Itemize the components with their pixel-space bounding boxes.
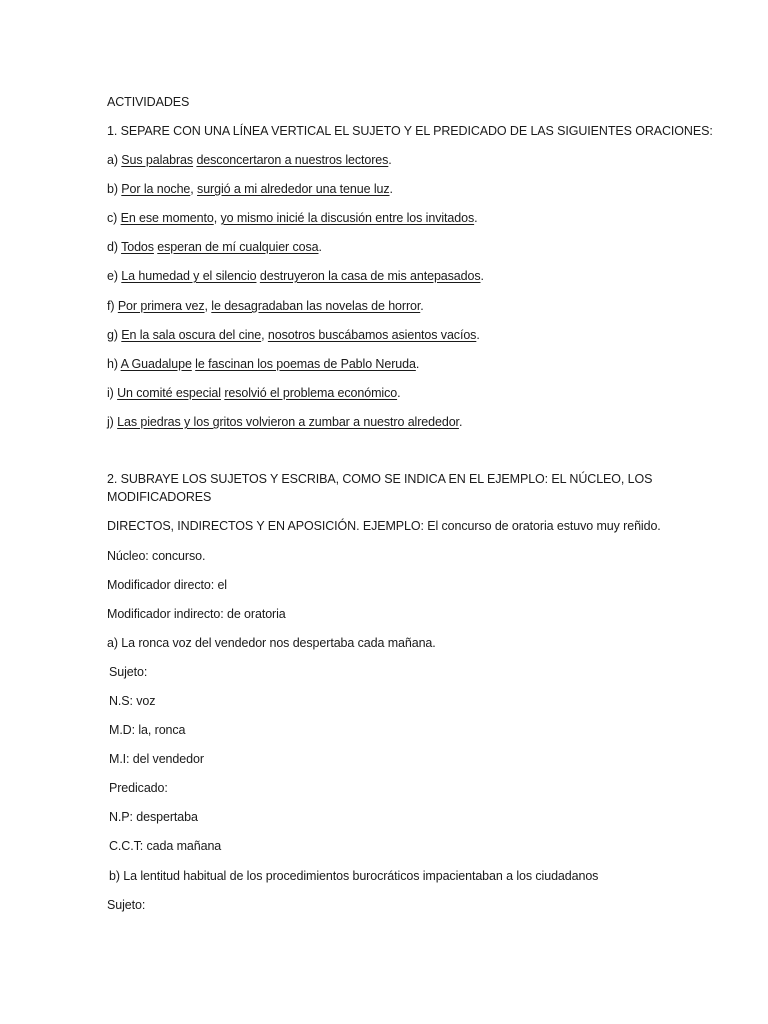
item-predicate: resolvió el problema económico — [224, 386, 398, 400]
item-a-sentence: a) La ronca voz del vendedor nos despertaba cada mañana. — [107, 636, 436, 650]
section2-title-line2: MODIFICADORES — [107, 490, 212, 504]
item-subject: Las piedras y los gritos volvieron a zumbar a nuestro alrededor — [117, 415, 459, 429]
item-predicate: nosotros buscábamos asientos vacíos — [267, 328, 477, 342]
section2-title-line3: DIRECTOS, INDIRECTOS Y EN APOSICIÓN. EJEMPLO: El concurso de oratoria estuvo muy reñido. — [107, 519, 661, 533]
item-period: . — [420, 299, 424, 313]
item-predicate: destruyeron la casa de mis antepasados — [259, 269, 481, 283]
exercise-item — [107, 239, 322, 255]
item-subject: En ese momento — [120, 211, 214, 225]
item-period: . — [397, 386, 401, 400]
item-period: . — [415, 357, 420, 371]
item-separator: , — [213, 211, 221, 225]
item-period: . — [318, 240, 322, 254]
item-a-ns: N.S: voz — [109, 694, 156, 708]
item-subject: Todos — [121, 240, 154, 254]
exercise-item — [107, 181, 393, 197]
item-subject: Por primera vez — [117, 299, 205, 313]
item-predicate: le desagradaban las novelas de horror — [211, 299, 421, 313]
item-subject: La humedad y el silencio — [121, 269, 257, 283]
item-letter: h) — [107, 357, 121, 371]
item-period: . — [474, 211, 478, 225]
section2-title-line1: 2. SUBRAYE LOS SUJETOS Y ESCRIBA, COMO SE INDICA EN EL EJEMPLO: EL NÚCLEO, LOS — [107, 472, 653, 486]
item-letter: d) — [107, 240, 122, 254]
example-mod-indirecto: Modificador indirecto: de oratoria — [107, 607, 286, 621]
item-b-sujeto: Sujeto: — [107, 898, 146, 912]
item-predicate: le fascinan los poemas de Pablo Neruda — [195, 357, 416, 371]
exercise-item — [107, 414, 462, 430]
item-letter: e) — [107, 269, 122, 283]
exercise-item — [107, 327, 480, 343]
item-predicate: surgió a mi alrededor una tenue luz — [197, 182, 390, 196]
item-period: . — [458, 415, 463, 429]
item-predicate: esperan de mí cualquier cosa — [157, 240, 319, 254]
item-letter: g) — [107, 328, 122, 342]
item-a-np: N.P: despertaba — [109, 810, 198, 824]
item-separator: , — [261, 328, 268, 342]
item-subject: Un comité especial — [117, 386, 221, 400]
item-letter: c) — [107, 211, 121, 225]
exercise-item — [107, 298, 424, 314]
item-subject: En la sala oscura del cine — [121, 328, 262, 342]
item-a-cct: C.C.T: cada mañana — [109, 839, 222, 853]
item-separator: , — [204, 299, 212, 313]
exercise-item — [107, 210, 477, 226]
item-letter: i) — [107, 386, 118, 400]
item-subject: Por la noche — [121, 182, 191, 196]
item-subject: A Guadalupe — [120, 357, 192, 371]
item-period: . — [388, 153, 392, 167]
exercise-item — [107, 268, 484, 284]
example-nucleo: Núcleo: concurso. — [107, 549, 206, 563]
item-a-mi: M.I: del vendedor — [109, 752, 204, 766]
item-predicate: yo mismo inicié la discusión entre los invitados — [220, 211, 475, 225]
item-period: . — [480, 269, 484, 283]
item-a-md: M.D: la, ronca — [109, 723, 186, 737]
exercise-item — [107, 356, 419, 372]
exercise-item — [107, 152, 392, 168]
item-letter: b) — [107, 182, 122, 196]
item-b-sentence: b) La lentitud habitual de los procedimientos burocráticos impacientaban a los ciudadanos — [109, 869, 599, 883]
item-period: . — [389, 182, 393, 196]
item-letter: f) — [107, 299, 118, 313]
item-subject: Sus palabras — [121, 153, 194, 167]
item-period: . — [476, 328, 480, 342]
item-letter: a) — [107, 153, 122, 167]
item-letter: j) — [107, 415, 118, 429]
item-a-sujeto: Sujeto: — [109, 665, 148, 679]
example-mod-directo: Modificador directo: el — [107, 578, 227, 592]
item-separator: , — [190, 182, 198, 196]
exercise-item — [107, 385, 400, 401]
heading-actividades: ACTIVIDADES — [107, 95, 190, 109]
section1-title: 1. SEPARE CON UNA LÍNEA VERTICAL EL SUJETO Y EL PREDICADO DE LAS SIGUIENTES ORACIONES: — [107, 124, 713, 138]
item-a-predicado: Predicado: — [109, 781, 168, 795]
item-predicate: desconcertaron a nuestros lectores — [196, 153, 389, 167]
